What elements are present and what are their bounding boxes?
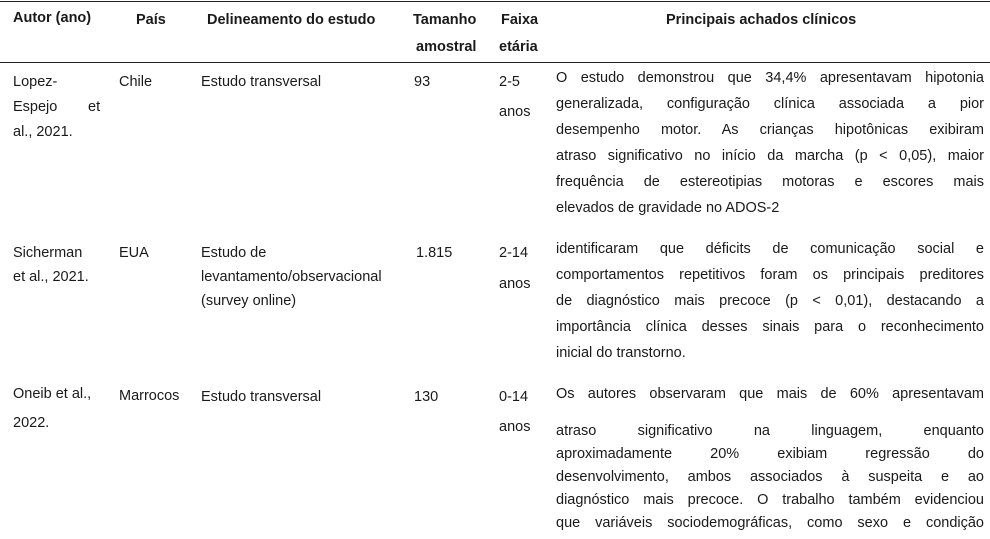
table-row-1-author-line-2b: et — [88, 99, 101, 115]
table-row-3-age-line-1: 0-14 — [499, 389, 529, 405]
table-row-1-findings-line-1: O estudo demonstrou que 34,4% apresentavam hipotonia — [556, 70, 984, 86]
table-row-2-findings-line-2: comportamentos repetitivos foram os principais preditores — [556, 267, 984, 283]
table-row-1-country: Chile — [119, 74, 153, 90]
table-row-3-findings-line-2: atraso significativo na linguagem, enquanto — [556, 423, 984, 439]
table-row-2-sample: 1.815 — [416, 245, 453, 261]
header-country: País — [136, 12, 166, 28]
table-row-3-country: Marrocos — [119, 388, 180, 404]
table-row-1-design: Estudo transversal — [201, 74, 322, 90]
header-author: Autor (ano) — [13, 10, 92, 26]
table-row-2-design-line-1: Estudo de — [201, 245, 267, 261]
header-findings: Principais achados clínicos — [666, 12, 857, 28]
table-row-1-findings-line-3: desempenho motor. As crianças hipotônicas exibiram — [556, 122, 984, 138]
table-row-3-findings-line-1: Os autores observaram que mais de 60% apresentavam — [556, 386, 984, 402]
table-row-2-age-line-1: 2-14 — [499, 245, 529, 261]
table-row-2-findings-line-4: importância clínica desses sinais para o reconhecimento — [556, 319, 984, 335]
table-row-1-findings-line-5: frequência de estereotipias motoras e escores mais — [556, 174, 984, 190]
table-row-1-findings-line-6: elevados de gravidade no ADOS-2 — [556, 200, 780, 216]
table-row-1-author-line-3: al., 2021. — [13, 124, 73, 140]
table-header-rule — [0, 62, 990, 63]
table-row-2-findings-line-5: inicial do transtorno. — [556, 345, 686, 361]
table-top-rule — [0, 1, 990, 2]
header-sample-line1: Tamanho — [413, 12, 477, 28]
table-row-2-author-line-2: et al., 2021. — [13, 269, 89, 285]
table-row-1-author-line-1: Lopez- — [13, 74, 58, 90]
table-row-2-design-line-3: (survey online) — [201, 293, 297, 309]
table-row-2-age-line-2: anos — [499, 276, 531, 292]
table-row-2-design-line-2: levantamento/observacional — [201, 269, 382, 285]
table-row-1-age-line-2: anos — [499, 104, 531, 120]
table-row-3-author-line-2: 2022. — [13, 415, 50, 431]
table-row-2-findings-line-3: de diagnóstico mais precoce (p < 0,01), destacando a — [556, 293, 984, 309]
table-row-3-design: Estudo transversal — [201, 389, 322, 405]
header-age-line2: etária — [499, 39, 538, 55]
table-row-1-findings-line-2: generalizada, configuração clínica associada a pior — [556, 96, 984, 112]
table-row-3-sample: 130 — [414, 389, 439, 405]
header-design: Delineamento do estudo — [207, 12, 376, 28]
table-row-3-findings-line-5: diagnóstico mais precoce. O trabalho também evidenciou — [556, 492, 984, 508]
table-row-1-age-line-1: 2-5 — [499, 74, 520, 90]
table-row-1-findings-line-4: atraso significativo no início da marcha (p < 0,05), maior — [556, 148, 984, 164]
header-age-line1: Faixa — [501, 12, 539, 28]
table-row-2-country: EUA — [119, 245, 149, 261]
table-row-3-age-line-2: anos — [499, 419, 531, 435]
table-row-2-findings-line-1: identificaram que déficits de comunicação social e — [556, 241, 984, 257]
table-row-3-findings-line-3: aproximadamente 20% exibiam regressão do — [556, 446, 984, 462]
header-sample-line2: amostral — [416, 39, 477, 55]
table-row-3-author-line-1: Oneib et al., — [13, 386, 92, 402]
table-row-1-author-line-2: Espejo — [13, 99, 58, 115]
table-row-2-author-line-1: Sicherman — [13, 245, 83, 261]
table-row-3-findings-line-4: desenvolvimento, ambos associados à suspeita e ao — [556, 469, 984, 485]
table-row-1-sample: 93 — [414, 74, 431, 90]
table-row-3-findings-line-6: que variáveis sociodemográficas, como sexo e condição — [556, 515, 984, 531]
